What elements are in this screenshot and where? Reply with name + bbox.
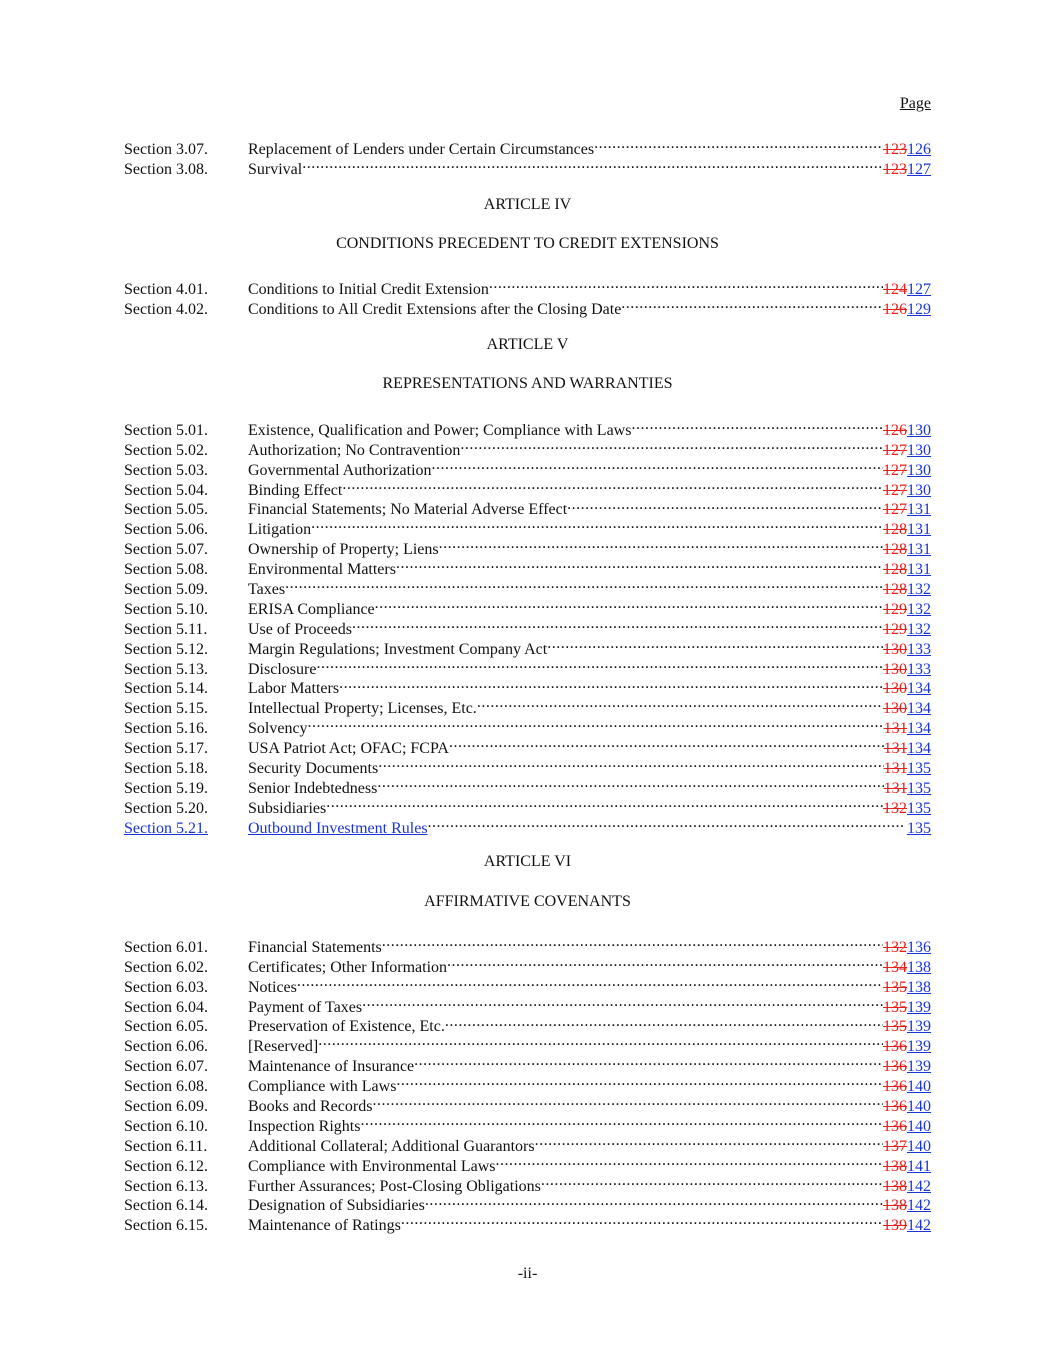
section-number: Section 5.11.	[124, 620, 208, 638]
section-number: Section 6.15.	[124, 1217, 208, 1235]
section-title: Replacement of Lenders under Certain Circumstances	[248, 140, 595, 158]
dot-leader	[378, 753, 883, 773]
new-page-number[interactable]: 130	[907, 481, 931, 499]
section-title: Binding Effect	[248, 481, 343, 499]
dot-leader	[360, 1111, 883, 1131]
section-title: Conditions to Initial Credit Extension	[248, 280, 489, 298]
new-page-number[interactable]: 140	[907, 1137, 931, 1155]
deleted-page-number: 136	[883, 1058, 907, 1076]
deleted-page-number: 136	[883, 1117, 907, 1135]
dot-leader	[339, 674, 883, 694]
article-title: AFFIRMATIVE COVENANTS	[424, 893, 631, 910]
section-title: Maintenance of Ratings	[248, 1217, 401, 1235]
article-title: CONDITIONS PRECEDENT TO CREDIT EXTENSIONS	[336, 235, 719, 252]
section-title: Existence, Qualification and Power; Compliance with Laws	[248, 421, 632, 439]
section-number: Section 6.07.	[124, 1058, 208, 1076]
section-title: Inspection Rights	[248, 1117, 361, 1135]
section-number: Section 6.11.	[124, 1137, 208, 1155]
dot-leader	[308, 713, 884, 733]
section-number: Section 5.13.	[124, 660, 208, 678]
dot-leader	[297, 972, 883, 992]
new-page-number[interactable]: 139	[907, 1018, 931, 1036]
dot-leader	[594, 134, 883, 154]
toc-entry[interactable]	[124, 134, 931, 158]
toc-block-article-v	[124, 415, 931, 837]
section-number: Section 5.05.	[124, 501, 208, 519]
deleted-page-number: 131	[883, 760, 907, 778]
new-page-number[interactable]: 142	[907, 1177, 931, 1195]
section-number: Section 5.06.	[124, 521, 208, 539]
new-page-number[interactable]: 131	[907, 561, 931, 579]
section-number: Section 6.02.	[124, 958, 208, 976]
page-footer-number: -ii-	[517, 1265, 538, 1282]
toc-block-article-iii	[124, 134, 931, 178]
dot-leader	[428, 813, 903, 833]
deleted-page-number: 137	[883, 1137, 907, 1155]
new-page-number[interactable]: 132	[907, 581, 931, 599]
deleted-page-number: 138	[883, 1197, 907, 1215]
deleted-page-number: 130	[883, 640, 907, 658]
dot-leader	[541, 1171, 883, 1191]
new-page-number[interactable]: 138	[907, 958, 931, 976]
new-page-number[interactable]: 141	[907, 1157, 931, 1175]
deleted-page-number: 131	[883, 720, 907, 738]
section-title: Security Documents	[248, 760, 379, 778]
new-page-number[interactable]: 126	[907, 140, 931, 158]
section-number: Section 6.10.	[124, 1117, 208, 1135]
section-title: USA Patriot Act; OFAC; FCPA	[248, 740, 449, 758]
deleted-page-number: 128	[883, 581, 907, 599]
section-title: Taxes	[248, 581, 286, 599]
section-title: Preservation of Existence, Etc.	[248, 1018, 445, 1036]
section-title: Financial Statements; No Material Adverse Effect	[248, 501, 568, 519]
deleted-page-number: 123	[883, 140, 907, 158]
section-number: Section 6.08.	[124, 1078, 208, 1096]
deleted-page-number: 136	[883, 1078, 907, 1096]
article-number: ARTICLE IV	[483, 196, 572, 213]
section-number: Section 5.01.	[124, 421, 208, 439]
new-page-number[interactable]: 133	[907, 640, 931, 658]
dot-leader	[460, 435, 883, 455]
section-title: Financial Statements	[248, 938, 382, 956]
new-page-number[interactable]: 135	[907, 760, 931, 778]
section-number: Section 5.17.	[124, 740, 208, 758]
dot-leader	[496, 1151, 884, 1171]
dot-leader	[445, 1012, 883, 1032]
section-number: Section 6.09.	[124, 1098, 208, 1116]
new-page-number[interactable]: 139	[907, 1058, 931, 1076]
dot-leader	[316, 654, 883, 674]
section-number: Section 5.15.	[124, 700, 208, 718]
dot-leader	[382, 932, 883, 952]
deleted-page-number: 138	[883, 1157, 907, 1175]
new-page-number[interactable]: 133	[907, 660, 931, 678]
dot-leader	[535, 1131, 883, 1151]
new-page-number[interactable]: 139	[907, 1038, 931, 1056]
dot-leader	[449, 733, 884, 753]
dot-leader	[396, 554, 883, 574]
deleted-page-number: 129	[883, 620, 907, 638]
dot-leader	[318, 1031, 883, 1051]
toc-entry[interactable]	[124, 415, 931, 439]
section-title: Ownership of Property; Liens	[248, 541, 439, 559]
toc-entry[interactable]	[124, 274, 931, 298]
new-page-number[interactable]: 130	[907, 421, 931, 439]
section-number: Section 5.20.	[124, 799, 208, 817]
section-number: Section 6.14.	[124, 1197, 208, 1215]
deleted-page-number: 126	[883, 300, 907, 318]
section-number: Section 5.16.	[124, 720, 208, 738]
section-title: Subsidiaries	[248, 799, 327, 817]
toc-block-article-iv	[124, 274, 931, 318]
section-title: Payment of Taxes	[248, 998, 363, 1016]
dot-leader	[377, 773, 883, 793]
section-title: Additional Collateral; Additional Guarantors	[248, 1137, 535, 1155]
dot-leader	[621, 294, 883, 314]
section-title: ERISA Compliance	[248, 600, 375, 618]
section-number: Section 5.12.	[124, 640, 208, 658]
deleted-page-number: 136	[883, 1098, 907, 1116]
deleted-page-number: 130	[883, 680, 907, 698]
deleted-page-number: 127	[883, 481, 907, 499]
dot-leader	[489, 274, 883, 294]
deleted-page-number: 123	[883, 160, 907, 178]
section-title: Solvency	[248, 720, 308, 738]
deleted-page-number: 135	[883, 1018, 907, 1036]
section-title: Governmental Authorization	[248, 461, 432, 479]
deleted-page-number: 135	[883, 998, 907, 1016]
section-title: Certificates; Other Information	[248, 958, 448, 976]
new-page-number[interactable]: 132	[907, 620, 931, 638]
toc-entry[interactable]	[124, 932, 931, 956]
section-title[interactable]: Outbound Investment Rules	[248, 819, 428, 837]
section-number: Section 5.04.	[124, 481, 208, 499]
deleted-page-number: 135	[883, 978, 907, 996]
section-title: Margin Regulations; Investment Company Act	[248, 640, 548, 658]
section-number: Section 3.07.	[124, 140, 208, 158]
new-page-number[interactable]: 129	[907, 300, 931, 318]
deleted-page-number: 127	[883, 501, 907, 519]
dot-leader	[362, 992, 883, 1012]
section-number: Section 6.06.	[124, 1038, 208, 1056]
dot-leader	[326, 793, 883, 813]
deleted-page-number: 127	[883, 441, 907, 459]
new-page-number[interactable]: 127	[907, 160, 931, 178]
new-page-number[interactable]: 135	[907, 819, 931, 837]
deleted-page-number: 131	[883, 779, 907, 797]
deleted-page-number: 134	[883, 958, 907, 976]
deleted-page-number: 138	[883, 1177, 907, 1195]
new-page-number[interactable]: 142	[907, 1197, 931, 1215]
dot-leader	[631, 415, 883, 435]
article-number: ARTICLE VI	[483, 853, 572, 870]
new-page-number[interactable]: 142	[907, 1217, 931, 1235]
dot-leader	[302, 154, 883, 174]
deleted-page-number: 136	[883, 1038, 907, 1056]
new-page-number[interactable]: 130	[907, 441, 931, 459]
section-number: Section 4.02.	[124, 300, 208, 318]
new-page-number[interactable]: 134	[907, 680, 931, 698]
section-title: Books and Records	[248, 1098, 373, 1116]
section-number: Section 5.18.	[124, 760, 208, 778]
section-title: Labor Matters	[248, 680, 340, 698]
section-title: Compliance with Environmental Laws	[248, 1157, 496, 1175]
section-number: Section 5.07.	[124, 541, 208, 559]
section-title: Senior Indebtedness	[248, 779, 378, 797]
deleted-page-number: 129	[883, 600, 907, 618]
new-page-number[interactable]: 130	[907, 461, 931, 479]
section-number: Section 6.03.	[124, 978, 208, 996]
deleted-page-number: 139	[883, 1217, 907, 1235]
new-page-number[interactable]: 140	[907, 1098, 931, 1116]
section-number: Section 6.12.	[124, 1157, 208, 1175]
dot-leader	[372, 1091, 883, 1111]
new-page-number[interactable]: 131	[907, 521, 931, 539]
new-page-number[interactable]: 134	[907, 740, 931, 758]
section-number: Section 4.01.	[124, 280, 208, 298]
dot-leader	[285, 574, 883, 594]
deleted-page-number: 131	[883, 740, 907, 758]
new-page-number[interactable]: 134	[907, 700, 931, 718]
section-number: Section 3.08.	[124, 160, 208, 178]
new-page-number[interactable]: 127	[907, 280, 931, 298]
toc-block-article-vi	[124, 932, 931, 1235]
section-title: Authorization; No Contravention	[248, 441, 461, 459]
section-number: Section 6.04.	[124, 998, 208, 1016]
dot-leader	[375, 594, 883, 614]
section-number: Section 5.10.	[124, 600, 208, 618]
new-page-number[interactable]: 132	[907, 600, 931, 618]
deleted-page-number: 132	[883, 799, 907, 817]
new-page-number[interactable]: 134	[907, 720, 931, 738]
new-page-number[interactable]: 131	[907, 501, 931, 519]
dot-leader	[447, 952, 883, 972]
dot-leader	[477, 693, 883, 713]
section-number: Section 6.13.	[124, 1177, 208, 1195]
section-number: Section 6.05.	[124, 1018, 208, 1036]
section-number: Section 6.01.	[124, 938, 208, 956]
page-column-header: Page	[899, 95, 931, 112]
section-number: Section 5.08.	[124, 561, 208, 579]
dot-leader	[414, 1051, 883, 1071]
new-page-number[interactable]: 135	[907, 779, 931, 797]
dot-leader	[311, 514, 883, 534]
dot-leader	[352, 614, 883, 634]
article-number: ARTICLE V	[486, 336, 569, 353]
deleted-page-number: 128	[883, 521, 907, 539]
section-title: Litigation	[248, 521, 312, 539]
section-title: Environmental Matters	[248, 561, 396, 579]
section-number: Section 5.14.	[124, 680, 208, 698]
new-page-number[interactable]: 138	[907, 978, 931, 996]
deleted-page-number: 127	[883, 461, 907, 479]
dot-leader	[425, 1191, 883, 1211]
section-title: Notices	[248, 978, 297, 996]
section-title: Intellectual Property; Licenses, Etc.	[248, 700, 477, 718]
deleted-page-number: 132	[883, 938, 907, 956]
section-number[interactable]: Section 5.21.	[124, 819, 208, 837]
new-page-number[interactable]: 131	[907, 541, 931, 559]
section-title: Survival	[248, 160, 303, 178]
section-number: Section 5.03.	[124, 461, 208, 479]
section-title: Compliance with Laws	[248, 1078, 397, 1096]
dot-leader	[547, 634, 883, 654]
new-page-number[interactable]: 139	[907, 998, 931, 1016]
section-number: Section 5.19.	[124, 779, 208, 797]
new-page-number[interactable]: 140	[907, 1117, 931, 1135]
section-title: Designation of Subsidiaries	[248, 1197, 425, 1215]
new-page-number[interactable]: 140	[907, 1078, 931, 1096]
deleted-page-number: 128	[883, 541, 907, 559]
section-number: Section 5.02.	[124, 441, 208, 459]
dot-leader	[396, 1071, 883, 1091]
deleted-page-number: 130	[883, 700, 907, 718]
deleted-page-number: 126	[883, 421, 907, 439]
section-number: Section 5.09.	[124, 581, 208, 599]
new-page-number[interactable]: 135	[907, 799, 931, 817]
new-page-number[interactable]: 136	[907, 938, 931, 956]
deleted-page-number: 124	[883, 280, 907, 298]
section-title: [Reserved]	[248, 1038, 319, 1056]
dot-leader	[401, 1210, 883, 1230]
section-title: Conditions to All Credit Extensions after the Closing Date	[248, 300, 622, 318]
section-title: Use of Proceeds	[248, 620, 352, 638]
dot-leader	[439, 534, 883, 554]
article-title: REPRESENTATIONS AND WARRANTIES	[382, 375, 673, 392]
dot-leader	[567, 495, 883, 515]
deleted-page-number: 128	[883, 561, 907, 579]
dot-leader	[432, 455, 883, 475]
section-title: Further Assurances; Post-Closing Obligations	[248, 1177, 541, 1195]
section-title: Maintenance of Insurance	[248, 1058, 415, 1076]
section-title: Disclosure	[248, 660, 317, 678]
deleted-page-number: 130	[883, 660, 907, 678]
dot-leader	[342, 475, 883, 495]
